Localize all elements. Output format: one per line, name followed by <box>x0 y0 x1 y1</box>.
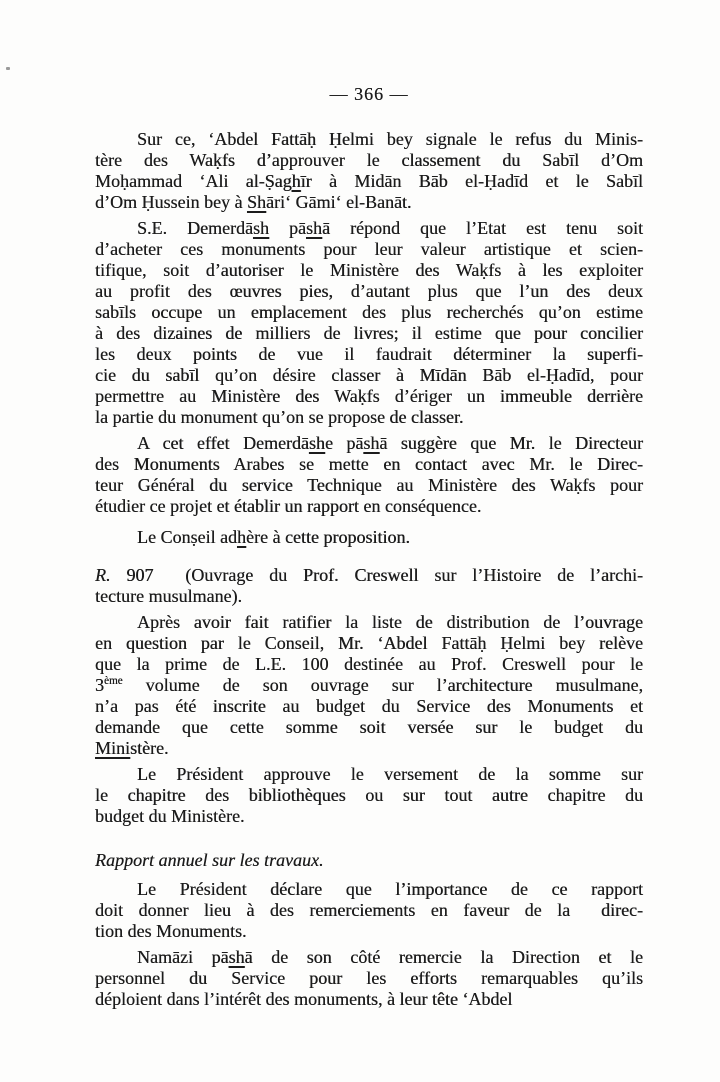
text-line: tifique, soit d’autoriser le Ministère des Waḳfs à les exploiter <box>95 260 643 280</box>
text-line: Namāzi pāshā de son côté remercie la Direction et le <box>137 947 643 967</box>
paragraph <box>95 947 643 1010</box>
paragraph <box>95 218 643 428</box>
page-number: — 366 — <box>329 84 409 104</box>
text-line: d’acheter ces monuments pour leur valeur artistique et scien- <box>95 239 643 259</box>
text-line: n’a pas été inscrite au budget du Service des Monuments et <box>95 696 643 716</box>
text-line: étudier ce projet et établir un rapport en conséquence. <box>95 496 482 516</box>
text-line: tecture musulmane). <box>95 586 242 606</box>
paragraph <box>95 527 643 548</box>
text-line: budget du Ministère. <box>95 806 245 826</box>
text-line: permettre au Ministère des Waḳfs d’ériger un immeuble derrière <box>95 386 643 406</box>
scan-speck-artifact <box>6 67 10 70</box>
text-line: A cet effet Demerdāshe pāshā suggère que Mr. le Directeur <box>137 433 643 453</box>
text-line: Le Conṣeil adhère à cette proposition. <box>137 527 410 547</box>
text-line: cie du sabīl qu’on désire classer à Mīdān Bāb el-Ḥadīd, pour <box>95 365 643 385</box>
text-line: les deux points de vue il faudrait déterminer la superfi- <box>95 344 643 364</box>
text-line: tère des Waḳfs d’approuver le classement du Sabīl d’Om <box>95 150 643 170</box>
text-line: Sur ce, ‘Abdel Fattāḥ Ḥelmi bey signale le refus du Minis- <box>137 129 643 149</box>
paragraph <box>95 764 643 827</box>
text-line: Le Président approuve le versement de la somme sur <box>137 764 643 784</box>
paragraph <box>95 433 643 517</box>
text-line: le chapitre des bibliothèques ou sur tout autre chapitre du <box>95 785 643 805</box>
text-line: en question par le Conseil, Mr. ‘Abdel Fattāḥ Ḥelmi bey relève <box>95 633 643 653</box>
text-line: demande que cette somme soit versée sur le budget du <box>95 717 643 737</box>
text-line: la partie du monument qu’on se propose de classer. <box>95 407 464 427</box>
text-line: d’Om Ḥussein bey à Shāri‘ Gāmi‘ el-Banāt. <box>95 192 412 212</box>
paragraph <box>95 850 643 871</box>
document-body <box>95 129 643 1010</box>
text-line: 3ème volume de son ouvrage sur l’architecture musulmane, <box>95 675 643 695</box>
text-block <box>95 84 643 1010</box>
text-line: au profit des œuvres pies, d’autant plus que l’un des deux <box>95 281 643 301</box>
paragraph <box>95 879 643 942</box>
text-line: tion des Monuments. <box>95 921 247 941</box>
text-line: Après avoir fait ratifier la liste de distribution de l’ouvrage <box>137 612 643 632</box>
text-line: Moḥammad ‘Ali al-Ṣaghīr à Midān Bāb el-Ḥadīd et le Sabīl <box>95 171 643 191</box>
text-line: des Monuments Arabes se mette en contact avec Mr. le Direc- <box>95 454 643 474</box>
text-line: Rapport annuel sur les travaux. <box>95 850 324 870</box>
text-line: doit donner lieu à des remerciements en faveur de la direc- <box>95 900 643 920</box>
text-line: Ministère. <box>95 738 169 758</box>
paragraph <box>95 612 643 759</box>
paragraph <box>95 565 643 607</box>
paragraph <box>95 129 643 213</box>
text-line: que la prime de L.E. 100 destinée au Prof. Creswell pour le <box>95 654 643 674</box>
text-line: Le Président déclare que l’importance de ce rapport <box>137 879 643 899</box>
text-line: S.E. Demerdāsh pāshā répond que l’Etat est tenu soit <box>137 218 643 238</box>
text-line: déploient dans l’intérêt des monuments, à leur tête ‘Abdel <box>95 989 513 1009</box>
text-line: teur Général du service Technique au Ministère des Waḳfs pour <box>95 475 643 495</box>
text-line: personnel du Service pour les efforts remarquables qu’ils <box>95 968 643 988</box>
text-line: à des dizaines de milliers de livres; il estime que pour concilier <box>95 323 643 343</box>
text-line: sabīls occupe un emplacement des plus recherchés qu’on estime <box>95 302 643 322</box>
text-line: R. 907 (Ouvrage du Prof. Creswell sur l’Histoire de l’archi- <box>95 565 643 585</box>
